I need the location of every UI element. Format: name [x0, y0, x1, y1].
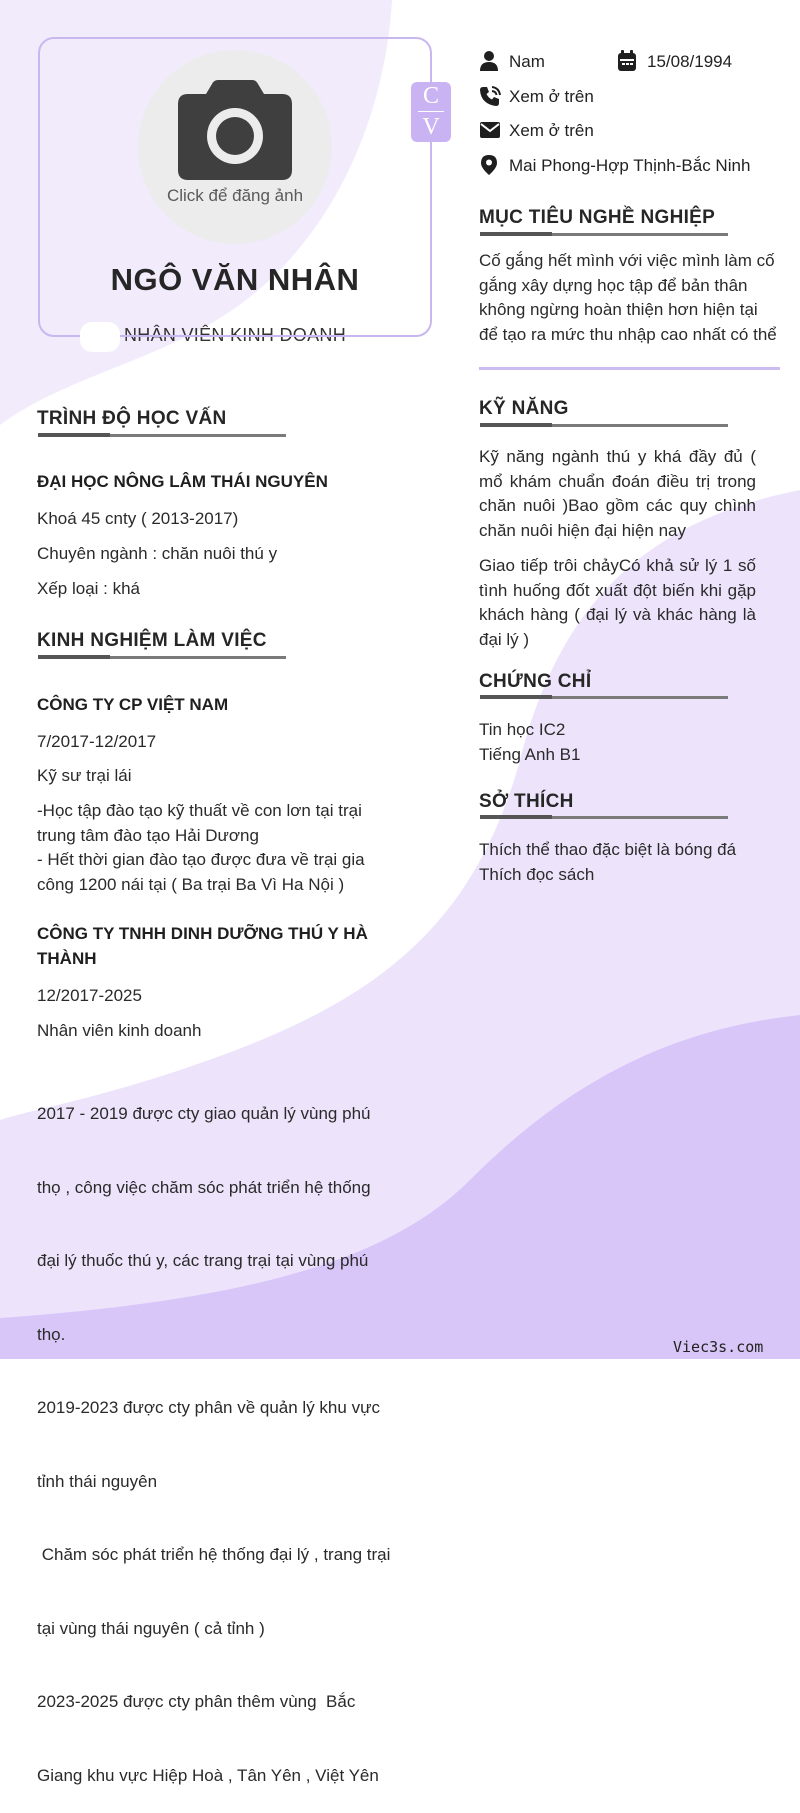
envelope-icon — [479, 119, 501, 141]
education-major: Chuyên ngành : chăn nuôi thú y — [37, 544, 278, 563]
objective-underline — [480, 233, 728, 236]
calendar-icon — [617, 50, 637, 72]
hobbies-title: SỞ THÍCH — [479, 791, 574, 812]
job-period: 12/2017-2025 — [37, 986, 142, 1005]
objective-title: MỤC TIÊU NGHỀ NGHIỆP — [479, 207, 716, 228]
education-underline — [38, 434, 286, 437]
skill-item-1: Kỹ năng ngành thú y khá đầy đủ ( mổ khám chuẩn đoán điều trị trong chăn nuôi )Bao gồm các quy chình chăn nuôi hiện đại hiện nay — [479, 447, 756, 540]
job-company-line: THÀNH — [37, 948, 97, 968]
skills-title: KỸ NĂNG — [479, 398, 569, 419]
job-description-line: 2023-2025 được cty phân thêm vùng Bắc — [37, 1692, 356, 1711]
contact-phone — [479, 85, 679, 109]
job-description-line: Giang khu vực Hiệp Hoà , Tân Yên , Việt Yên — [37, 1765, 379, 1785]
job-description-line: trung tâm đào tạo Hải Dương — [37, 825, 259, 845]
address-value: Mai Phong-Hợp Thịnh-Bắc Ninh — [509, 156, 751, 175]
job-description-line: -Học tập đào tạo kỹ thuất về con lơn tại trại — [37, 801, 362, 820]
job-company — [37, 922, 417, 971]
cv-badge-bottom: V — [422, 114, 440, 140]
person-icon — [479, 50, 499, 72]
gender-value: Nam — [509, 52, 545, 71]
contact-birthday — [617, 50, 777, 74]
photo-upload[interactable] — [138, 50, 332, 244]
email-value: Xem ở trên — [509, 121, 594, 140]
contact-gender — [479, 50, 619, 74]
job-description-line: Chăm sóc phát triển hệ thống đại lý , trang trại — [37, 1545, 391, 1564]
certificates-underline — [480, 696, 728, 699]
contact-address — [479, 154, 779, 178]
contact-email — [479, 119, 679, 143]
certificate-item: Tin học IC2 — [479, 720, 566, 739]
hobby-item: Thích đọc sách — [479, 865, 595, 884]
phone-icon — [479, 85, 501, 107]
certificates-title: CHỨNG CHỈ — [479, 671, 592, 692]
footer-brand[interactable]: Viec3s.com — [673, 1338, 764, 1356]
job-company-line: CÔNG TY TNHH DINH DƯỠNG THÚ Y HÀ — [37, 924, 368, 943]
job-description — [37, 1053, 437, 1813]
hobbies-underline — [480, 816, 728, 819]
job-description-line: thọ , công việc chăm sóc phát triển hệ thống — [37, 1177, 371, 1197]
job-description-line: - Hết thời gian đào tạo được đưa về trại gia — [37, 850, 365, 869]
cv-badge-top: C — [422, 83, 439, 109]
job-description-line: thọ. — [37, 1324, 66, 1344]
job-role: Nhân viên kinh doanh — [37, 1021, 202, 1040]
skills-underline — [480, 424, 728, 427]
skill-item-2: Giao tiếp trôi chảyCó khả sử lý 1 số tình huống đốt xuất đột biến khi gặp khách hàng ( đại lý và khác hàng là đại lý ) — [479, 556, 756, 649]
job-description-line: 2017 - 2019 được cty giao quản lý vùng phú — [37, 1104, 371, 1123]
location-pin-icon — [479, 154, 499, 176]
objective-text: Cố gắng hết mình với việc mình làm cố gắng xây dựng học tập để bản thân không ngừng hoàn thiện hơn hiện tại để tạo ra mức thu nhập cao nhất có thể — [479, 251, 777, 344]
job-period: 7/2017-12/2017 — [37, 732, 157, 751]
photo-caption[interactable]: Click để đăng ảnh — [166, 186, 304, 205]
job-description-line: tỉnh thái nguyên — [37, 1471, 158, 1491]
education-school: ĐẠI HỌC NÔNG LÂM THÁI NGUYÊN — [37, 472, 328, 491]
candidate-position: NHÂN VIÊN KINH DOANH — [123, 325, 347, 345]
education-course: Khoá 45 cnty ( 2013-2017) — [37, 509, 239, 528]
education-title: TRÌNH ĐỘ HỌC VẤN — [37, 408, 227, 429]
candidate-name: NGÔ VĂN NHÂN — [110, 262, 360, 297]
education-grade: Xếp loại : khá — [37, 579, 141, 598]
birthday-value: 15/08/1994 — [647, 52, 733, 71]
card-notch — [80, 322, 120, 352]
experience-underline — [38, 656, 286, 659]
certificate-item: Tiếng Anh B1 — [479, 745, 581, 764]
hobby-item: Thích thể thao đặc biệt là bóng đá — [479, 840, 737, 859]
cv-badge — [411, 82, 451, 142]
job-description-line: đại lý thuốc thú y, các trang trại tại vùng phú — [37, 1251, 369, 1270]
job-role: Kỹ sư trại lái — [37, 766, 132, 785]
job-description-line: 2019-2023 được cty phân về quản lý khu vực — [37, 1398, 380, 1417]
job-description — [37, 799, 417, 897]
camera-icon — [176, 78, 294, 182]
job-company: CÔNG TY CP VIỆT NAM — [37, 695, 229, 714]
experience-title: KINH NGHIỆM LÀM VIỆC — [37, 630, 267, 651]
job-description-line: tại vùng thái nguyên ( cả tỉnh ) — [37, 1618, 265, 1638]
objective-divider — [479, 367, 780, 370]
phone-value: Xem ở trên — [509, 87, 594, 106]
job-description-line: công 1200 nái tại ( Ba trại Ba Vì Ha Nội ) — [37, 874, 345, 894]
